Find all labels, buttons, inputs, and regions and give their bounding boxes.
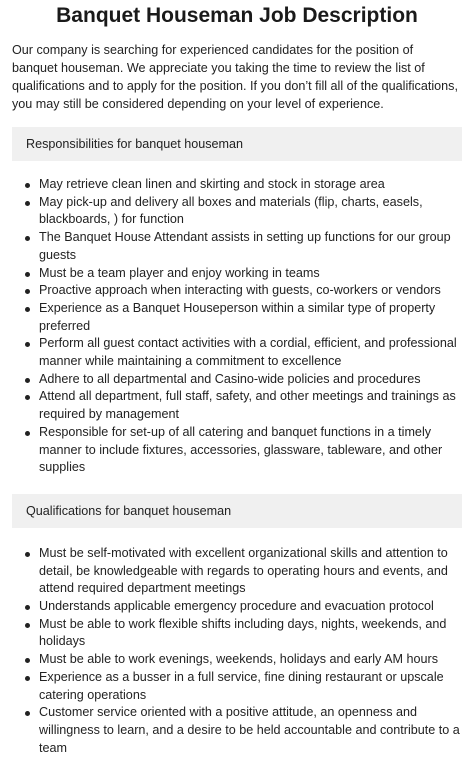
qualification-item: Must be self-motivated with excellent organizational skills and attention to detail, be knowledgeable with regards to operating hours and events, and attend required department meetings [12,545,462,598]
page-title: Banquet Houseman Job Description [56,4,418,27]
responsibility-item: Responsible for set-up of all catering and banquet functions in a timely manner to include fixtures, accessories, glassware, tableware, and other supplies [12,424,462,477]
responsibility-item: Attend all department, full staff, safety, and other meetings and trainings as required by management [12,388,462,423]
responsibility-item: Proactive approach when interacting with guests, co-workers or vendors [12,282,462,300]
responsibilities-list [12,176,462,477]
responsibility-item: May retrieve clean linen and skirting and stock in storage area [12,176,462,194]
responsibilities-heading: Responsibilities for banquet houseman [12,127,462,161]
qualification-item: Must be able to work evenings, weekends, holidays and early AM hours [12,651,462,669]
responsibility-item: The Banquet House Attendant assists in setting up functions for our group guests [12,229,462,264]
qualification-item: Customer service oriented with a positive attitude, an openness and willingness to learn, and a desire to be held accountable and contribute to a team [12,704,462,757]
qualifications-list [12,545,462,757]
responsibility-item: Experience as a Banquet Houseperson within a similar type of property preferred [12,300,462,335]
responsibility-item: Adhere to all departmental and Casino-wide policies and procedures [12,371,462,389]
qualification-item: Must be able to work flexible shifts including days, nights, weekends, and holidays [12,616,462,651]
qualification-item: Understands applicable emergency procedure and evacuation protocol [12,598,462,616]
responsibility-item: Must be a team player and enjoy working in teams [12,265,462,283]
responsibility-item: Perform all guest contact activities with a cordial, efficient, and professional manner while maintaining a commitment to excellence [12,335,462,370]
intro-paragraph: Our company is searching for experienced candidates for the position of banquet houseman. We appreciate you taking the time to review the list of qualifications and to apply for the position. If you don’t fill all of the qualifications, you may still be considered depending on your level of experience. [12,43,458,111]
responsibility-item: May pick-up and delivery all boxes and materials (flip, charts, easels, blackboards, ) for function [12,194,462,229]
qualification-item: Experience as a busser in a full service, fine dining restaurant or upscale catering operations [12,669,462,704]
qualifications-heading: Qualifications for banquet houseman [12,494,462,528]
